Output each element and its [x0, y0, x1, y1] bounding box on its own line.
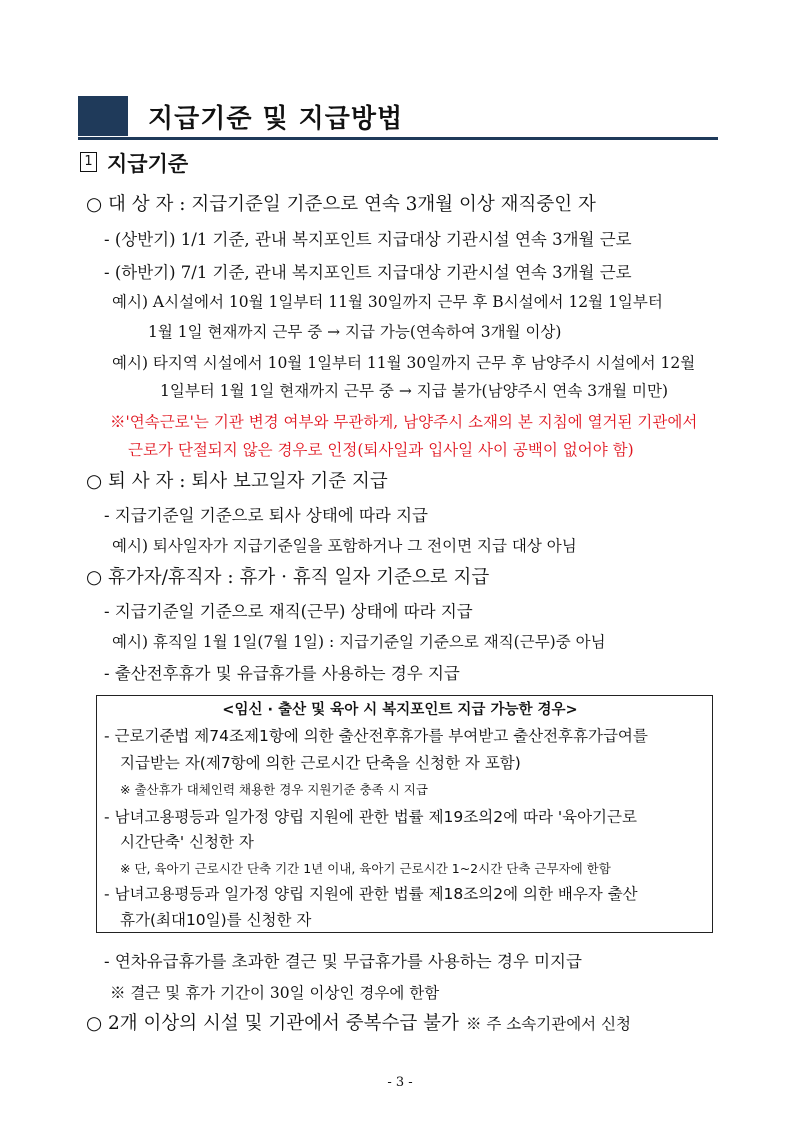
box-item-1-line-1: - 근로기준법 제74조제1항에 의한 출산전후휴가를 부여받고 출산전후휴가급여를 [104, 727, 648, 745]
first-half-criteria: - (상반기) 1/1 기준, 관내 복지포인트 지급대상 기관시설 연속 3개월 근로 [104, 230, 632, 249]
box-item-2-line-2: 시간단축' 신청한 자 [120, 833, 254, 851]
box-item-1-note: ※ 출산휴가 대체인력 채용한 경우 지원기준 충족 시 지급 [120, 782, 428, 797]
unpaid-leave-note: ※ 결근 및 휴가 기간이 30일 이상인 경우에 한함 [110, 984, 440, 1002]
section-title: 지급기준 [107, 152, 189, 176]
page-number: - 3 - [387, 1075, 413, 1090]
retiree-item: - 지급기준일 기준으로 퇴사 상태에 따라 지급 [104, 506, 428, 525]
continuous-work-note-line-2: 근로가 단절되지 않은 경우로 인정(퇴사일과 입사일 사이 공백이 없어야 함) [128, 441, 634, 459]
duplicate-heading: ○ 2개 이상의 시설 및 기관에서 중복수급 불가 [86, 1013, 459, 1034]
retiree-example: 예시) 퇴사일자가 지급기준일을 포함하거나 그 전이면 지급 대상 아님 [112, 537, 577, 555]
box-item-2-note: ※ 단, 육아기 근로시간 단축 기간 1년 이내, 육아기 근로시간 1~2시간 단축 근무자에 한함 [120, 861, 611, 876]
section-number-box: 1 [80, 152, 97, 172]
leave-example: 예시) 휴직일 1월 1일(7월 1일) : 지급기준일 기준으로 재직(근무)중 아님 [112, 633, 606, 651]
unpaid-leave-item: - 연차유급휴가를 초과한 결근 및 무급휴가를 사용하는 경우 미지급 [104, 952, 582, 971]
duplicate-note: ※ 주 소속기관에서 신청 [465, 1015, 632, 1033]
second-half-criteria: - (하반기) 7/1 기준, 관내 복지포인트 지급대상 기관시설 연속 3개월 근로 [104, 263, 632, 282]
leave-heading: ○ 휴가자/휴직자 : 휴가 · 휴직 일자 기준으로 지급 [86, 567, 490, 588]
box-item-3-line-2: 휴가(최대10일)를 신청한 자 [120, 911, 312, 929]
box-header: <임신 · 출산 및 육아 시 복지포인트 지급 가능한 경우> [222, 702, 578, 718]
leave-item-1: - 지급기준일 기준으로 재직(근무) 상태에 따라 지급 [104, 602, 473, 621]
example-2-line-1: 예시) 타지역 시설에서 10월 1일부터 11월 30일까지 근무 후 남양주시 시설에서 12월 [112, 354, 696, 372]
target-heading: ○ 대 상 자 : 지급기준일 기준으로 연속 3개월 이상 재직중인 자 [86, 194, 596, 215]
retiree-heading: ○ 퇴 사 자 : 퇴사 보고일자 기준 지급 [86, 471, 388, 492]
example-1-line-2: 1월 1일 현재까지 근무 중 → 지급 가능(연속하여 3개월 이상) [148, 323, 562, 341]
example-2-line-2: 1일부터 1월 1일 현재까지 근무 중 → 지급 불가(남양주시 연속 3개월 미만) [160, 382, 669, 400]
example-1-line-1: 예시) A시설에서 10월 1일부터 11월 30일까지 근무 후 B시설에서 12월 1일부터 [112, 293, 663, 311]
continuous-work-note-line-1: ※'연속근로'는 기관 변경 여부와 무관하게, 남양주시 소재의 본 지침에 열거된 기관에서 [110, 413, 698, 431]
box-item-1-line-2: 지급받는 자(제7항에 의한 근로시간 단축을 신청한 자 포함) [120, 754, 521, 772]
title-underline [78, 137, 718, 140]
page-title: 지급기준 및 지급방법 [148, 104, 404, 134]
box-item-3-line-1: - 남녀고용평등과 일가정 양립 지원에 관한 법률 제18조의2에 의한 배우자 출산 [104, 885, 638, 903]
box-item-2-line-1: - 남녀고용평등과 일가정 양립 지원에 관한 법률 제19조의2에 따라 '육아기근로 [104, 808, 637, 826]
duplicate-line [86, 1009, 631, 1035]
leave-item-2: - 출산전후휴가 및 유급휴가를 사용하는 경우 지급 [104, 664, 460, 683]
title-decoration-block [78, 96, 128, 136]
